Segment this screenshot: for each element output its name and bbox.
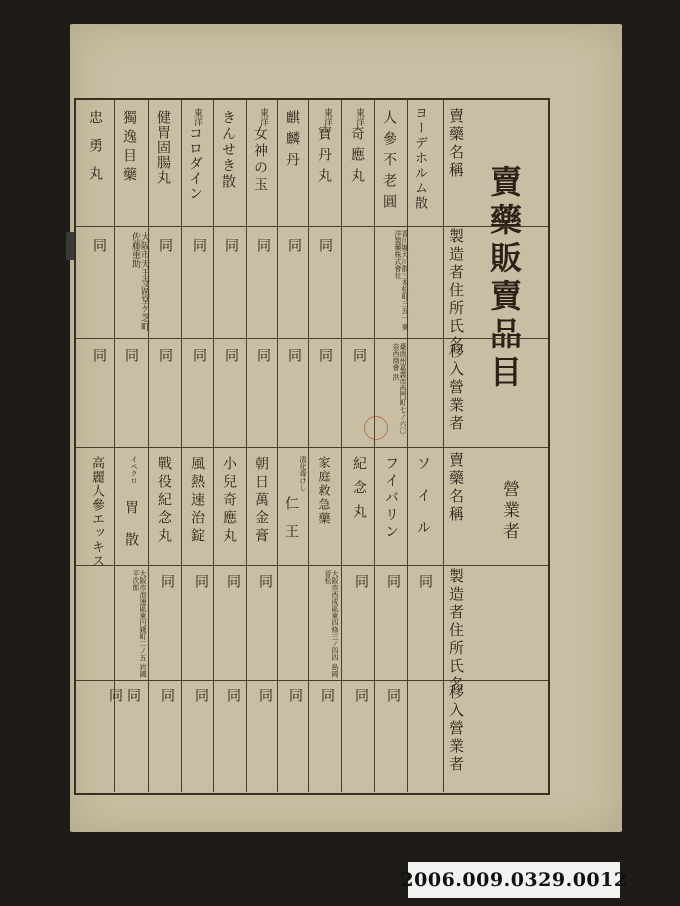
importer-ditto: 同: [257, 688, 273, 709]
seal-stamp: [364, 416, 388, 440]
importer-ditto: 同: [191, 348, 207, 369]
product-name: 紀念丸: [351, 456, 367, 528]
product-name: 人參不老圓: [381, 110, 397, 215]
product-name: 獨逸目藥: [121, 110, 137, 186]
product-name: ヨーデホルム散: [412, 106, 427, 211]
header-importer: 移入營業者: [447, 343, 465, 433]
importer-ditto: 同: [91, 348, 107, 369]
importer-ditto: 同: [319, 688, 335, 709]
importer-ditto: 同: [287, 688, 303, 709]
product-name: 戰役紀念丸: [156, 456, 172, 546]
product-name: 家庭救急藥: [317, 456, 331, 526]
maker-address: 大阪市西成區東四條三ノ四四 島岡晉松: [324, 570, 339, 678]
product-name: 奇應丸: [349, 126, 365, 189]
document-title: 賣藥販賣品目: [485, 165, 523, 393]
importer-ditto: 同: [107, 688, 123, 709]
importer-ditto: 同: [157, 348, 173, 369]
importer-ditto: 同: [353, 688, 369, 709]
product-name: 仁王: [283, 496, 299, 552]
importer-ditto: 同: [286, 348, 302, 369]
maker-ditto: 同: [385, 574, 401, 595]
column-rule: [277, 98, 278, 792]
maker-ditto: 同: [225, 574, 241, 595]
document-subtitle: 營業者: [499, 480, 519, 543]
product-name: 健胃固腸丸: [155, 110, 171, 185]
maker-ditto: 同: [257, 574, 273, 595]
maker-address: 大阪市浪速區東円錢町二ノ五 岩國平次郎: [132, 570, 147, 678]
product-name: 麒麟丹: [284, 110, 300, 173]
maker-ditto: 同: [317, 238, 333, 259]
product-prefix: 東洋: [322, 108, 332, 126]
header-name: 賣藥名稱: [447, 108, 465, 180]
row-divider: [74, 226, 548, 227]
maker-ditto: 同: [255, 238, 271, 259]
table-divider: [74, 447, 548, 448]
column-rule: [308, 98, 309, 792]
column-rule: [374, 98, 375, 792]
header-name-lower: 賣藥名稱: [447, 452, 465, 524]
importer-ditto: 同: [125, 688, 141, 709]
maker-ditto: 同: [193, 574, 209, 595]
maker-ditto: 同: [223, 238, 239, 259]
maker-address: 大阪市天王寺區堂ケ芝町 佐藤重助: [130, 232, 149, 331]
importer-ditto: 同: [193, 688, 209, 709]
row-divider: [74, 565, 548, 566]
maker-ditto: 同: [417, 574, 433, 595]
accession-number-label: 2006.009.0329.0012: [408, 862, 620, 898]
product-name: 寶丹丸: [316, 126, 332, 189]
importer-ditto: 同: [223, 348, 239, 369]
product-name: 忠勇丸: [87, 110, 103, 194]
product-name: 小兒奇應丸: [221, 456, 237, 546]
maker-ditto: 同: [191, 238, 207, 259]
product-name: きんせき散: [220, 110, 236, 190]
product-name: コロダイン: [187, 126, 203, 201]
product-prefix: 東洋: [354, 108, 364, 126]
row-divider: [74, 680, 548, 681]
product-name: 胃散: [123, 500, 139, 564]
product-name: 朝日萬金膏: [253, 456, 269, 546]
header-maker: 製造者住所氏名: [447, 228, 465, 354]
importer-ditto: 同: [385, 688, 401, 709]
maker-ditto: 同: [91, 238, 107, 259]
column-rule: [181, 98, 182, 792]
column-rule: [246, 98, 247, 792]
maker-ditto: 同: [159, 574, 175, 595]
header-rule: [443, 98, 444, 792]
column-rule: [341, 98, 342, 792]
column-rule: [148, 98, 149, 792]
maker-ditto: 同: [286, 238, 302, 259]
column-rule: [213, 98, 214, 792]
product-name: ソイル: [415, 456, 431, 552]
importer-ditto: 同: [317, 348, 333, 369]
product-name: 女神の玉: [252, 126, 268, 194]
header-maker-lower: 製造者住所氏名: [447, 568, 465, 694]
header-importer-lower: 移入營業者: [447, 684, 465, 774]
product-prefix: イペクロ: [130, 456, 138, 484]
product-name: 高麗人參エッキス: [89, 456, 104, 568]
importer-ditto: 同: [255, 348, 271, 369]
importer-address: 臺南州嘉義市西門町七ノ六〇 奈西商會 洪: [392, 343, 407, 434]
importer-ditto: 同: [123, 348, 139, 369]
product-prefix: 清化毒けし: [299, 456, 307, 491]
importer-ditto: 同: [159, 688, 175, 709]
maker-address: 香川縣大川郡三本松町三五一 東洋製藥株式會社: [394, 230, 409, 331]
product-name: フイバリン: [383, 456, 399, 541]
maker-ditto: 同: [157, 238, 173, 259]
product-name: 風熱速治錠: [189, 456, 205, 546]
importer-ditto: 同: [225, 688, 241, 709]
product-prefix: 東洋: [192, 108, 202, 126]
product-prefix: 東洋: [258, 108, 268, 126]
maker-ditto: 同: [353, 574, 369, 595]
column-rule: [407, 98, 408, 792]
row-divider: [74, 338, 548, 339]
importer-ditto: 同: [351, 348, 367, 369]
